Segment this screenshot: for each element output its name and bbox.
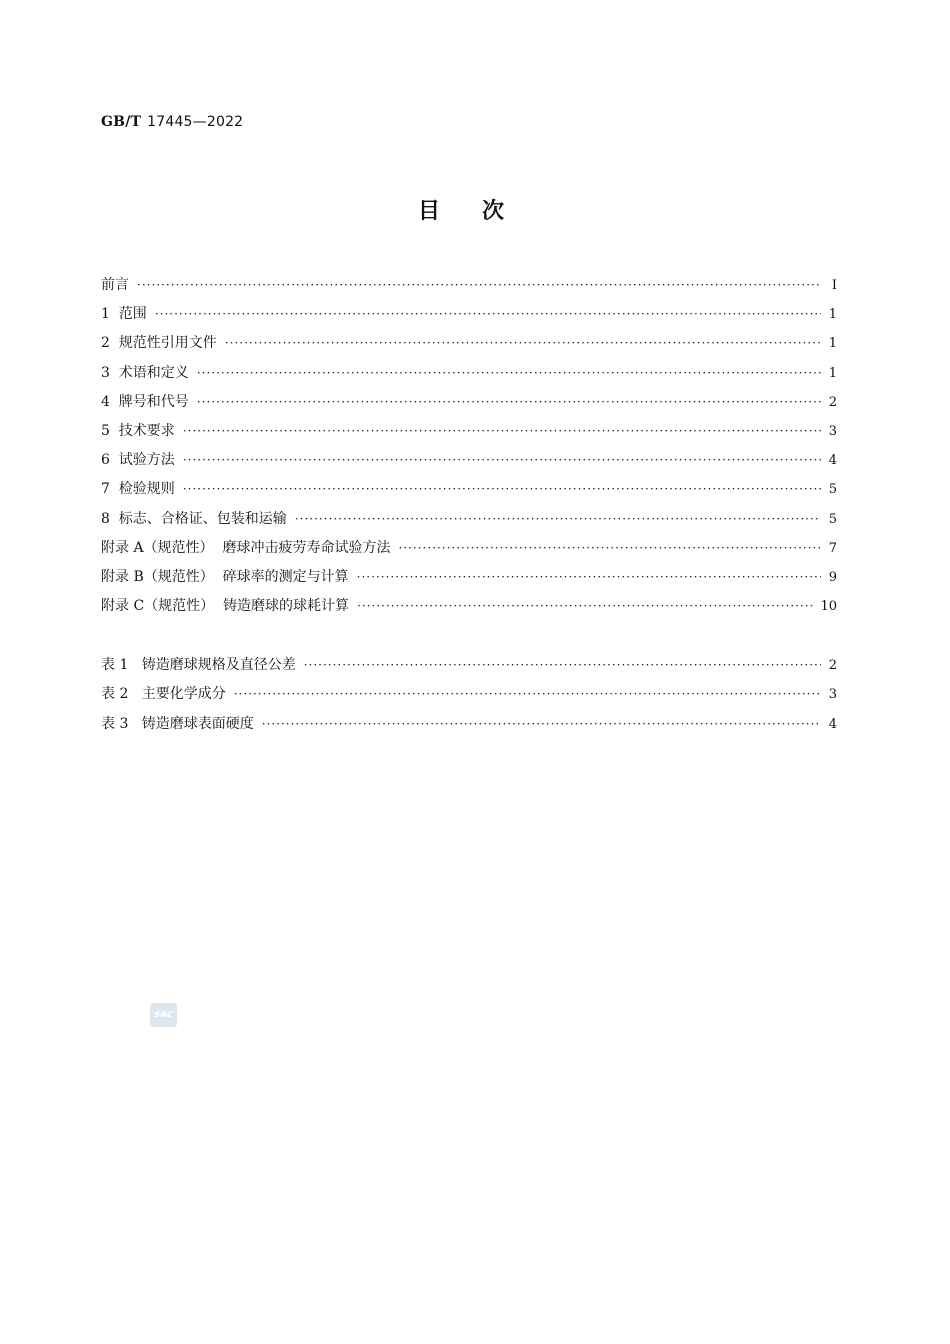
dot-leader xyxy=(183,421,821,441)
toc-entry-label: 表 1 铸造磨球规格及直径公差 xyxy=(101,657,296,674)
toc-entry-terms-definitions[interactable] xyxy=(101,363,837,392)
toc-title: 目次 xyxy=(417,199,546,224)
toc-entry-grades-codes[interactable] xyxy=(101,392,837,421)
toc-entry-page: 4 xyxy=(828,453,837,469)
toc-entry-page: 7 xyxy=(828,540,837,556)
dot-leader xyxy=(398,538,821,558)
dot-leader xyxy=(225,333,821,353)
toc-entry-label: 前言 xyxy=(101,277,129,293)
standard-prefix: GB/T xyxy=(101,114,142,130)
toc-entry-page: 2 xyxy=(828,394,837,410)
dot-leader xyxy=(197,363,821,383)
toc-entry-page: Ⅰ xyxy=(831,278,837,293)
toc-entry-label: 4 牌号和代号 xyxy=(101,393,189,410)
toc-entry-label: 附录 B（规范性） 碎球率的测定与计算 xyxy=(101,568,349,585)
toc-entry-label: 附录 C（规范性） 铸造磨球的球耗计算 xyxy=(101,598,350,615)
toc-entry-inspection-rules[interactable] xyxy=(101,479,837,508)
sac-watermark-logo: sac xyxy=(150,1003,177,1027)
toc-entry-annex-a[interactable] xyxy=(101,538,837,567)
toc-entry-page: 5 xyxy=(828,511,837,527)
dot-leader xyxy=(183,450,821,470)
toc-entry-page: 4 xyxy=(828,716,837,732)
toc-entry-label: 5 技术要求 xyxy=(101,422,175,439)
toc-entry-page: 1 xyxy=(828,336,837,352)
dot-leader xyxy=(304,655,821,675)
toc-entry-label: 附录 A（规范性） 磨球冲击疲劳寿命试验方法 xyxy=(101,539,391,556)
table-of-contents xyxy=(101,275,837,743)
dot-leader xyxy=(183,479,821,499)
toc-entry-page: 10 xyxy=(820,599,837,615)
toc-entry-page: 9 xyxy=(828,569,837,585)
toc-entry-label: 7 检验规则 xyxy=(101,481,175,498)
toc-entry-page: 1 xyxy=(828,365,837,381)
toc-entry-label: 6 试验方法 xyxy=(101,452,175,469)
toc-entry-normative-references[interactable] xyxy=(101,333,837,362)
dot-leader xyxy=(234,684,821,704)
toc-section-gap xyxy=(101,625,837,655)
dot-leader xyxy=(155,304,821,324)
toc-entry-label: 1 范围 xyxy=(101,306,147,323)
dot-leader xyxy=(295,509,821,529)
toc-entry-label: 2 规范性引用文件 xyxy=(101,335,217,352)
standard-code xyxy=(101,114,243,130)
toc-entry-page: 3 xyxy=(828,687,837,703)
toc-entry-page: 5 xyxy=(828,482,837,498)
toc-entry-table-2[interactable] xyxy=(101,684,837,713)
dot-leader xyxy=(357,567,821,587)
toc-entry-annex-c[interactable] xyxy=(101,596,837,625)
toc-entry-page: 2 xyxy=(828,658,837,674)
toc-entry-label: 8 标志、合格证、包装和运输 xyxy=(101,510,287,527)
toc-entry-technical-requirements[interactable] xyxy=(101,421,837,450)
toc-entry-label: 表 2 主要化学成分 xyxy=(101,686,226,703)
dot-leader xyxy=(262,714,821,734)
toc-entry-page: 3 xyxy=(828,423,837,439)
dot-leader xyxy=(357,596,814,616)
toc-entry-annex-b[interactable] xyxy=(101,567,837,596)
toc-entry-table-3[interactable] xyxy=(101,714,837,743)
toc-entry-test-methods[interactable] xyxy=(101,450,837,479)
toc-entry-marking-packaging[interactable] xyxy=(101,509,837,538)
toc-entry-page: 1 xyxy=(828,307,837,323)
standard-number: 17445—2022 xyxy=(147,114,244,130)
toc-entry-foreword[interactable] xyxy=(101,275,837,304)
toc-entry-scope[interactable] xyxy=(101,304,837,333)
toc-entry-label: 3 术语和定义 xyxy=(101,364,189,381)
toc-entry-table-1[interactable] xyxy=(101,655,837,684)
toc-entry-label: 表 3 铸造磨球表面硬度 xyxy=(101,715,254,732)
dot-leader xyxy=(137,275,821,295)
dot-leader xyxy=(197,392,821,412)
